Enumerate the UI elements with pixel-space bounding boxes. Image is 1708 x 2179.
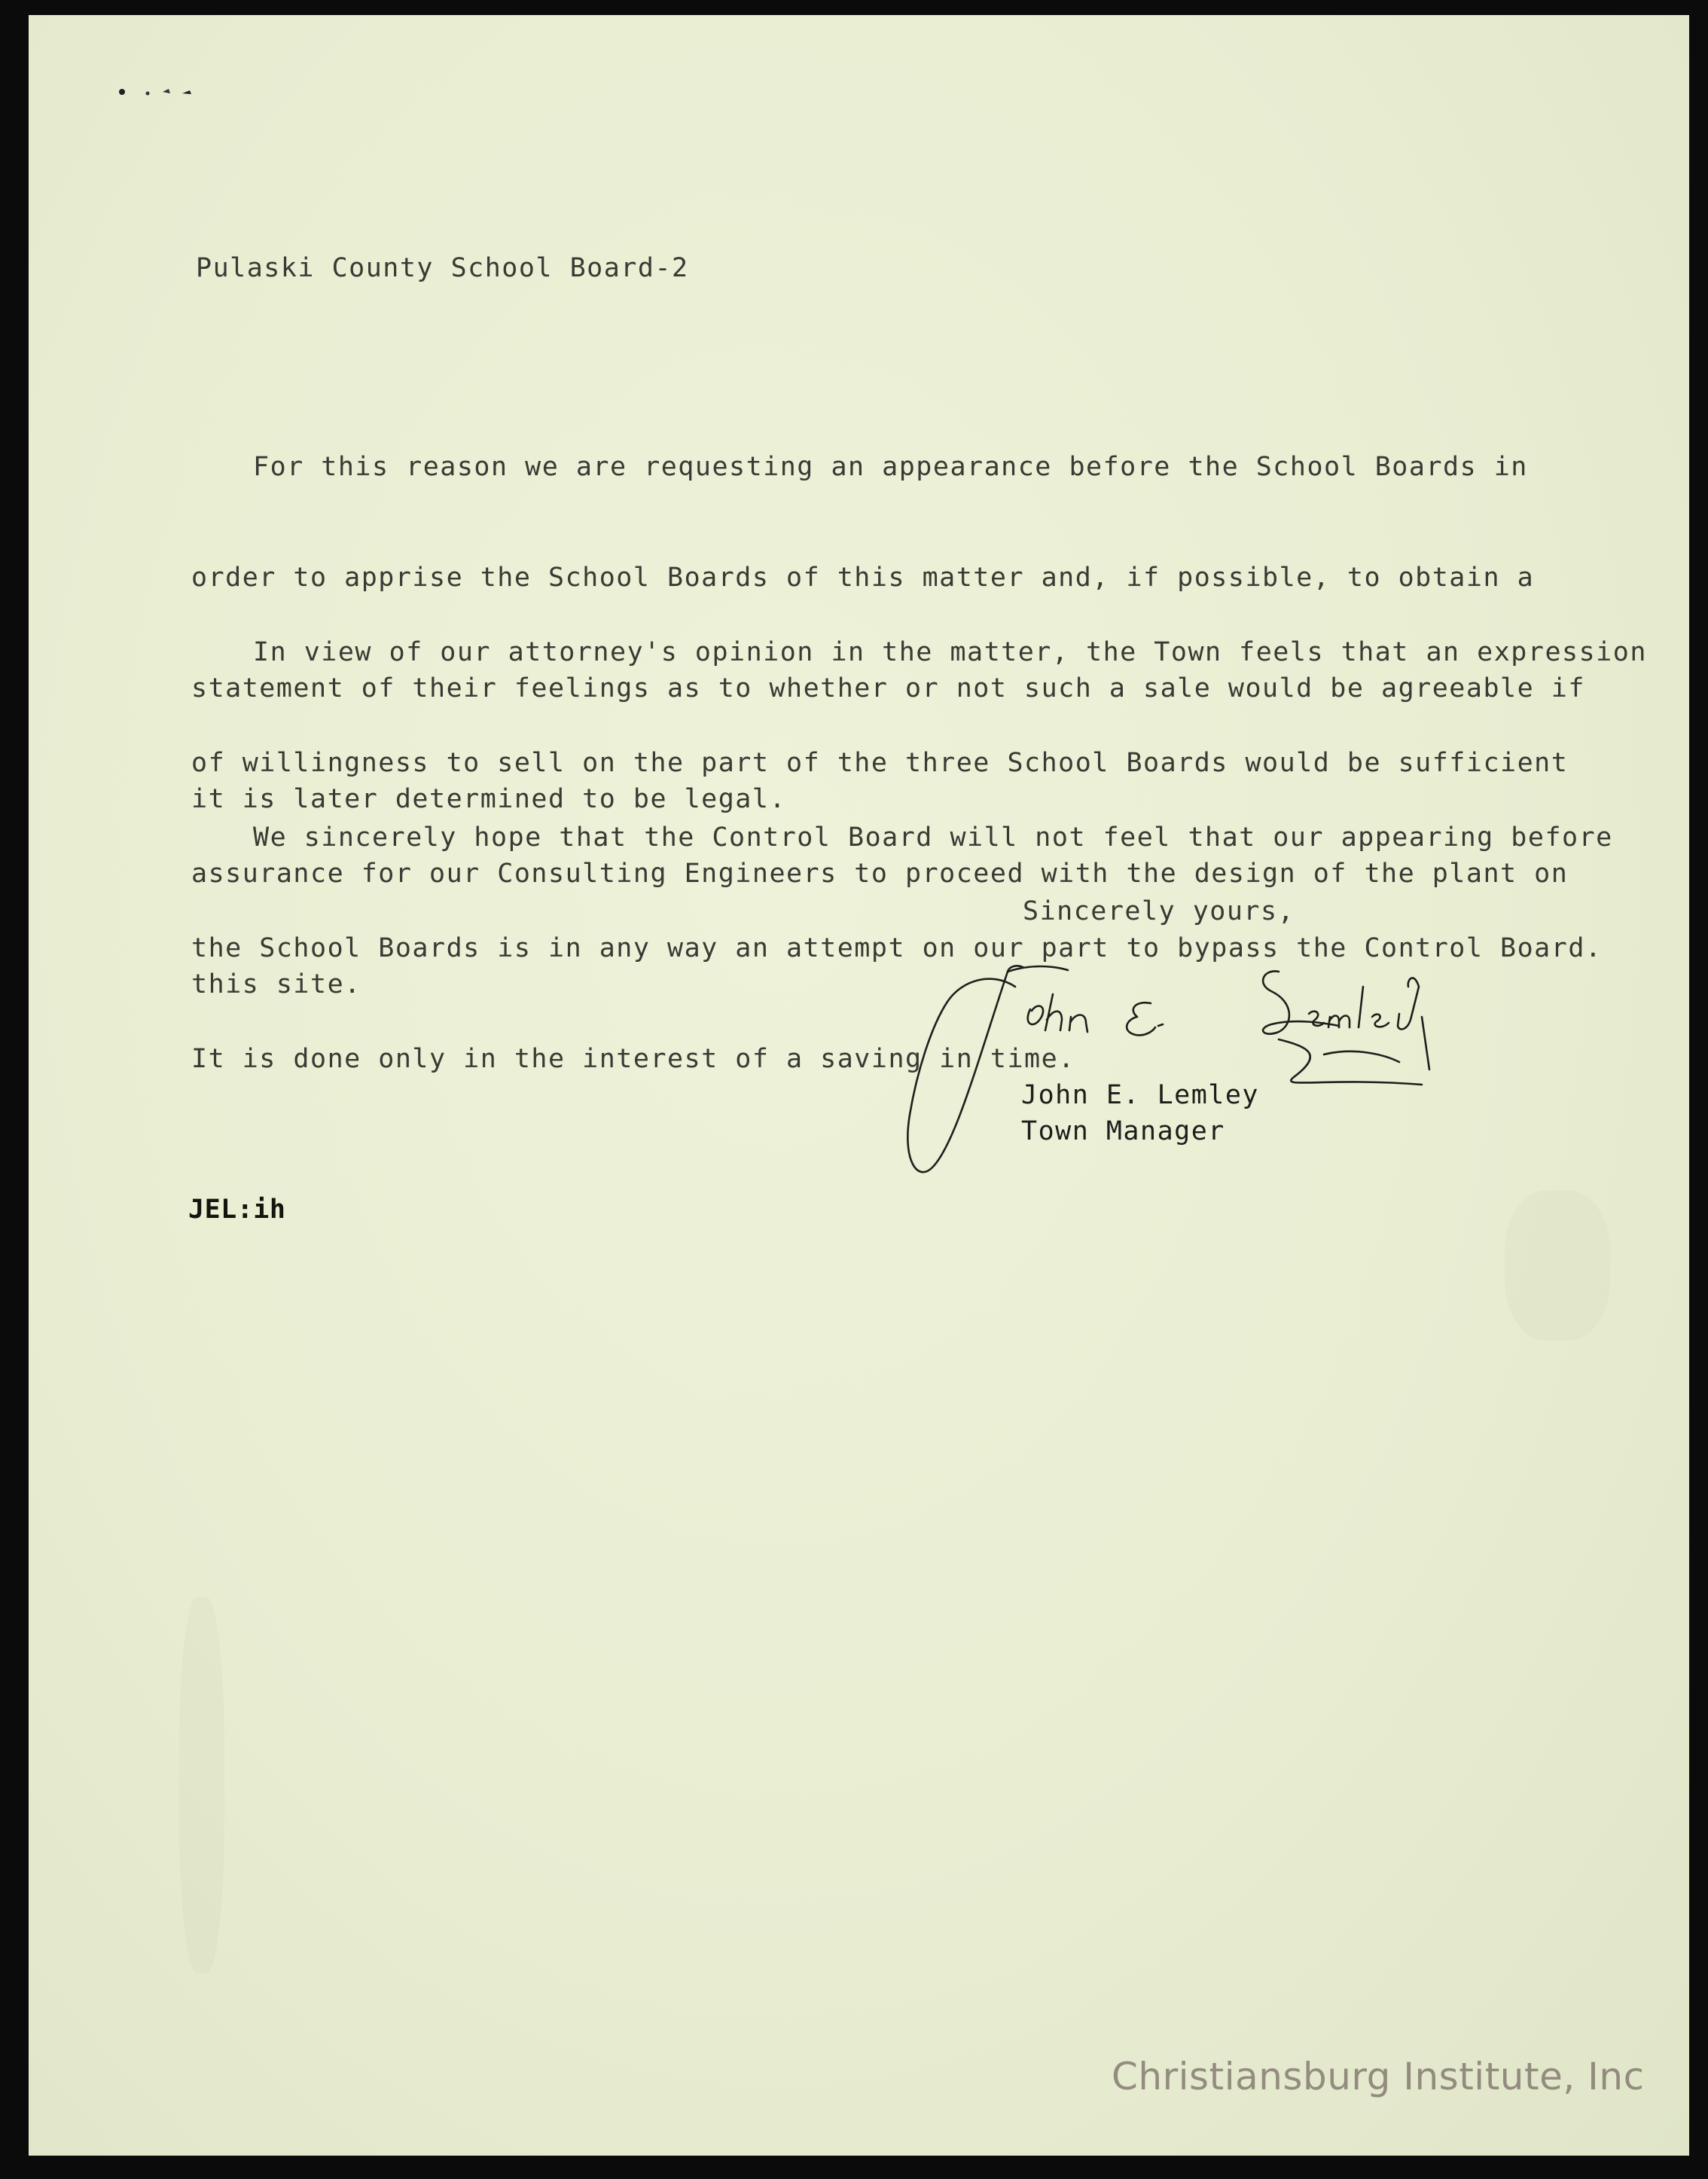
paper-stain (1505, 1190, 1610, 1341)
paragraph-line: It is done only in the interest of a saving in time. (191, 1044, 1075, 1074)
paragraph-line: We sincerely hope that the Control Board will not feel that our appearing before (253, 822, 1613, 853)
paragraph-line: In view of our attorney's opinion in the matter, the Town feels that an expression (253, 637, 1647, 667)
paragraph-line: assurance for our Consulting Engineers to proceed with the design of the plant on (191, 859, 1569, 889)
letter-page (29, 15, 1689, 2156)
handwritten-signature (902, 941, 1505, 1198)
paragraph-line: statement of their feelings as to whether or not such a sale would be agreeable if (191, 673, 1585, 703)
page-header: Pulaski County School Board-2 (196, 253, 689, 283)
paragraph-line: this site. (191, 969, 361, 999)
paragraph-line: order to apprise the School Boards of this matter and, if possible, to obtain a (191, 563, 1535, 593)
signer-title: Town Manager (1021, 1116, 1225, 1146)
paper-stain (179, 1597, 224, 1973)
paragraph-line: of willingness to sell on the part of the three School Boards would be sufficient (191, 748, 1569, 778)
paragraph-line: For this reason we are requesting an appearance before the School Boards in (253, 452, 1528, 482)
reference-initials: JEL:ih (188, 1195, 286, 1225)
signer-name: John E. Lemley (1021, 1080, 1260, 1110)
paragraph-line: the School Boards is in any way an attempt on our part to bypass the Control Board. (191, 933, 1603, 963)
closing-salutation: Sincerely yours, (1023, 896, 1295, 926)
paragraph-line: it is later determined to be legal. (191, 784, 787, 814)
archive-watermark: Christiansburg Institute, Inc (1112, 2055, 1645, 2098)
ink-specks (104, 75, 255, 105)
